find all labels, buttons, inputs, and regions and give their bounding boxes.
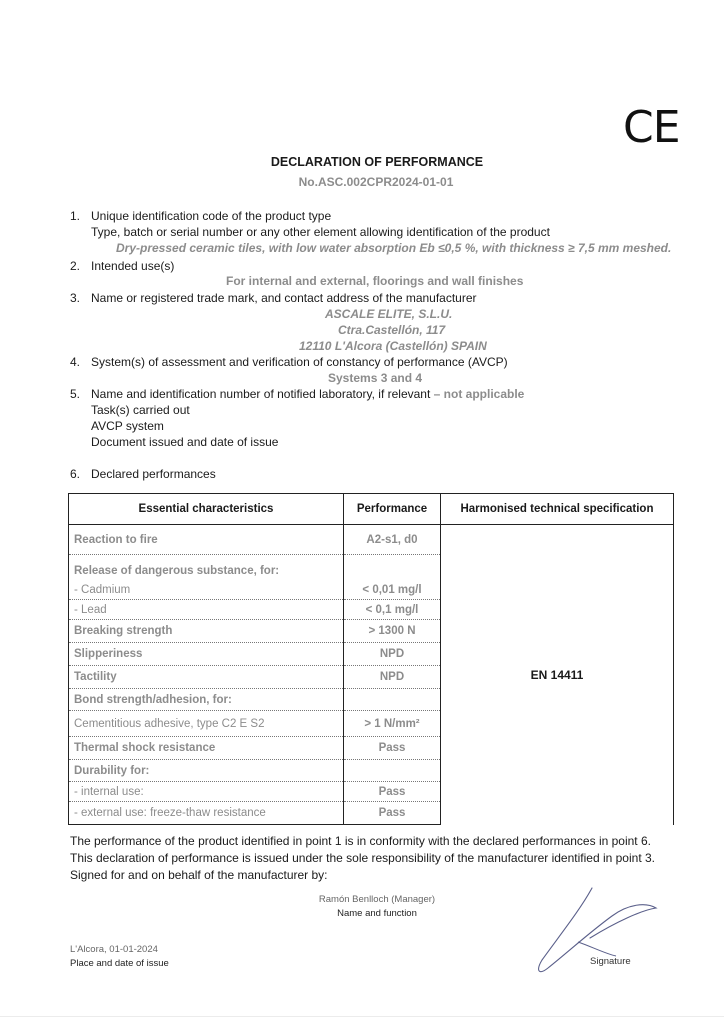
harmonised-spec-cell: EN 14411 bbox=[441, 525, 674, 825]
item-6-number: 6. bbox=[70, 467, 81, 481]
characteristic-cell: Tactility bbox=[69, 666, 344, 689]
characteristic-cell: - Cadmium bbox=[69, 580, 344, 600]
item-5-line: AVCP system bbox=[91, 419, 164, 433]
item-4-value: Systems 3 and 4 bbox=[328, 371, 423, 385]
characteristic-cell: Reaction to fire bbox=[69, 525, 344, 555]
performance-cell bbox=[344, 689, 441, 711]
characteristic-cell: Durability for: bbox=[69, 760, 344, 782]
characteristic-cell: Thermal shock resistance bbox=[69, 737, 344, 760]
item-6-label: Declared performances bbox=[91, 467, 216, 481]
table-row bbox=[69, 525, 674, 555]
issue-caption: Place and date of issue bbox=[70, 958, 169, 969]
characteristic-cell: Release of dangerous substance, for: bbox=[69, 555, 344, 581]
item-4-label: System(s) of assessment and verification of constancy of performance (AVCP) bbox=[91, 355, 508, 369]
manufacturer-street: Ctra.Castellón, 117 bbox=[338, 323, 446, 337]
performance-cell: > 1300 N bbox=[344, 620, 441, 643]
manufacturer-name: ASCALE ELITE, S.L.U. bbox=[325, 307, 453, 321]
ce-mark: CE bbox=[623, 102, 680, 153]
characteristic-cell: - external use: freeze-thaw resistance bbox=[69, 802, 344, 825]
item-4-number: 4. bbox=[70, 355, 81, 369]
item-5-number: 5. bbox=[70, 387, 81, 401]
performance-cell bbox=[344, 760, 441, 782]
performance-cell: < 0,01 mg/l bbox=[344, 580, 441, 600]
performance-cell: < 0,1 mg/l bbox=[344, 600, 441, 620]
signed-by-statement: Signed for and on behalf of the manufacturer by: bbox=[70, 868, 328, 882]
performance-cell: NPD bbox=[344, 643, 441, 666]
signer-name: Ramón Benlloch (Manager) bbox=[318, 894, 436, 905]
item-5-label: Name and identification number of notified laboratory, if relevant bbox=[91, 387, 431, 401]
item-1-sublabel: Type, batch or serial number or any other element allowing identification of the product bbox=[91, 225, 550, 239]
item-5-line: Task(s) carried out bbox=[91, 403, 190, 417]
characteristic-cell: Bond strength/adhesion, for: bbox=[69, 689, 344, 711]
manufacturer-city: 12110 L'Alcora (Castellón) SPAIN bbox=[299, 339, 487, 353]
characteristic-cell: Breaking strength bbox=[69, 620, 344, 643]
item-2-value: For internal and external, floorings and wall finishes bbox=[226, 274, 524, 288]
signer-caption: Name and function bbox=[337, 908, 417, 919]
performance-cell: > 1 N/mm² bbox=[344, 711, 441, 737]
performance-cell: Pass bbox=[344, 802, 441, 825]
performance-cell: A2-s1, d0 bbox=[344, 525, 441, 555]
item-2-number: 2. bbox=[70, 259, 81, 273]
document-title: DECLARATION OF PERFORMANCE bbox=[270, 155, 484, 169]
item-1-value: Dry-pressed ceramic tiles, with low water absorption Eb ≤0,5 %, with thickness ≥ 7,5 mm meshed. bbox=[116, 241, 672, 255]
performance-table bbox=[68, 493, 674, 825]
item-2-label: Intended use(s) bbox=[91, 259, 175, 273]
responsibility-statement: This declaration of performance is issued under the sole responsibility of the manufacturer identified in point 3. bbox=[70, 851, 655, 865]
item-1-number: 1. bbox=[70, 209, 81, 223]
col-header-performance: Performance bbox=[344, 494, 441, 525]
performance-cell: Pass bbox=[344, 737, 441, 760]
characteristic-cell: Cementitious adhesive, type C2 E S2 bbox=[69, 711, 344, 737]
page-edge-divider bbox=[0, 1016, 724, 1017]
col-header-specification: Harmonised technical specification bbox=[441, 494, 674, 525]
performance-cell: NPD bbox=[344, 666, 441, 689]
characteristic-cell: - Lead bbox=[69, 600, 344, 620]
item-1-label: Unique identification code of the product type bbox=[91, 209, 332, 223]
document-number: No.ASC.002CPR2024-01-01 bbox=[298, 175, 454, 189]
item-5-line: Document issued and date of issue bbox=[91, 435, 279, 449]
item-3-number: 3. bbox=[70, 291, 81, 305]
item-5-label-row bbox=[91, 387, 524, 401]
characteristic-cell: Slipperiness bbox=[69, 643, 344, 666]
table-header-row bbox=[69, 494, 674, 525]
item-5-value: – not applicable bbox=[433, 387, 525, 401]
col-header-characteristics: Essential characteristics bbox=[69, 494, 344, 525]
item-3-label: Name or registered trade mark, and contact address of the manufacturer bbox=[91, 291, 477, 305]
conformity-statement: The performance of the product identified in point 1 is in conformity with the declared performances in point 6. bbox=[70, 834, 651, 848]
signature-label: Signature bbox=[590, 956, 631, 967]
performance-cell: Pass bbox=[344, 782, 441, 802]
characteristic-cell: - internal use: bbox=[69, 782, 344, 802]
issue-place-date: L'Alcora, 01-01-2024 bbox=[70, 944, 158, 955]
performance-cell bbox=[344, 555, 441, 581]
